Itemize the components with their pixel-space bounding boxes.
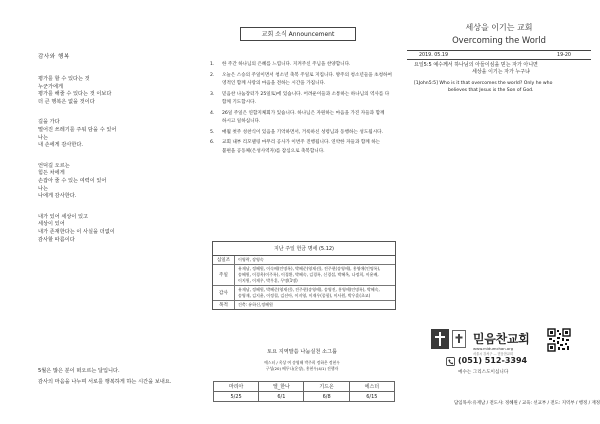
announcement-item bbox=[210, 139, 394, 156]
verse-ref-en: [1John5:5] bbox=[414, 81, 438, 86]
schedule-header: 에스더 bbox=[349, 382, 394, 392]
offering-category: 주일 bbox=[213, 265, 235, 285]
bible-icon bbox=[452, 330, 466, 348]
poem-line: 떨어진 쓰레기를 주워 담을 수 있어 bbox=[38, 126, 117, 133]
bulletin-date: 2019. 05.19 bbox=[419, 53, 448, 58]
poem-line: 감사할 따름이다 bbox=[38, 236, 75, 243]
poem-panel bbox=[10, 10, 190, 414]
announcement-number: 2. bbox=[210, 72, 215, 78]
closing-line: 5월은 많은 분이 떠오르는 달입니다. bbox=[38, 368, 120, 374]
schedule-header: 기드온 bbox=[304, 382, 349, 392]
region-title: 토요 지역말씀 나눔실천 소그룹 bbox=[266, 349, 338, 355]
staff-list: 담임목사:유재남 / 전도사: 정혜원 / 교육: 선교부 / 전도: 지역부 / 행정 / 재정 bbox=[454, 401, 600, 406]
announcement-text: 한 주간 하나님의 은혜를 느낍니다. 지켜주신 주님을 찬양합니다. bbox=[222, 62, 351, 67]
announcement-item bbox=[210, 110, 394, 127]
offering-names: 유재남, 정혜원, 이숙배(인명록), 박혜준(영재선), 전주현(송영애), 홍영애(인명록), 송혜원, 이경옥(이주록), 이경환, 박혜숙, 김경록, 신경섭, 박혜옥, 나정희, 이윤배, 이지원, 이재우, 박우훈, 무명(1명) bbox=[238, 266, 381, 283]
schedule-date: 6/15 bbox=[349, 392, 394, 402]
offering-row bbox=[213, 265, 395, 286]
schedule-table bbox=[213, 381, 395, 402]
announcement-text: 믿음찬 나눔장터가 25일토)에 있습니다. 어려운이들과 소통하는 하나님의 역사를 다 함께 기도합시다. bbox=[222, 91, 390, 105]
offering-category: 감사 bbox=[213, 286, 235, 300]
announcement-text: 26일 주일은 연합지체회가 있습니다. 하나님은 자원하는 마음을 가진 자들과 함께 하시고 일하십니다. bbox=[222, 110, 385, 124]
announcement-number: 4. bbox=[210, 110, 215, 116]
org-info bbox=[204, 360, 400, 372]
poem-title: 감사와 행복 bbox=[38, 54, 70, 60]
issue-number: 19-20 bbox=[557, 53, 571, 58]
stanza-gap bbox=[38, 201, 188, 214]
poem-line: 손잡아 줄 수 있는 여력이 있어 bbox=[38, 177, 107, 184]
announcement-text: 오늘은 스승의 주일이면서 청소년 축복 주일로 지킵니다. 방주의 청소년들을 초청하여 영적인 함께 사랑의 마음을 전하는 시간을 가집니다. bbox=[222, 72, 392, 86]
poem-line: 언덕길 오르는 bbox=[38, 162, 70, 169]
phone-icon bbox=[446, 357, 455, 366]
verse-korean bbox=[414, 62, 592, 76]
poem-line: 나에게 감사한다. bbox=[38, 193, 77, 200]
poem-line: 나는 bbox=[38, 185, 49, 192]
announcement-item bbox=[210, 72, 394, 89]
church-phone[interactable]: (051) 512-3394 bbox=[458, 356, 528, 365]
announcement-panel bbox=[204, 10, 400, 414]
closing-line: 감사의 마음을 나누며 서로를 행복하게 하는 시간을 보내요. bbox=[38, 379, 172, 385]
announcement-number: 5. bbox=[210, 129, 215, 135]
announcement-text: 교회 내부 리모델링 마무리 공사가 이번주 진행됩니다. 연약한 자들과 함께 하는 불편을 공동체(은성사역자)를 잠심으로 축복합니다. bbox=[222, 140, 381, 154]
offering-row bbox=[213, 256, 395, 265]
announcement-number: 1. bbox=[210, 62, 215, 67]
cover-title-english: Overcoming the World bbox=[452, 35, 546, 45]
church-logo bbox=[426, 320, 576, 354]
schedule-header: 엘_한나 bbox=[259, 382, 304, 392]
verse-text-2: 세상을 이기는 자가 누구냐 bbox=[472, 68, 530, 75]
poem-line: 내가 존재한다는 이 사실을 더없이 bbox=[38, 228, 115, 235]
offering-row bbox=[213, 286, 395, 301]
cover-title-korean: 세상을 이기는 교회 bbox=[465, 23, 533, 32]
announcement-item bbox=[210, 91, 394, 108]
schedule-header: 마리아 bbox=[214, 382, 259, 392]
announcement-list bbox=[210, 61, 394, 158]
offering-names: 이영락, 장영숙 bbox=[238, 257, 264, 262]
church-address: 서울시 강서구 ... 믿음찬교회 bbox=[473, 352, 513, 356]
church-tagline: 예수는 그리스도이십니다 bbox=[458, 370, 509, 375]
announcement-item bbox=[210, 129, 394, 137]
verse-text: 예수께서 하나님의 아들이심을 믿는 자가 아니면 bbox=[433, 62, 538, 68]
org-line: 예스터 / 옥상 여 송영해 박주희 정하은 정현우 bbox=[264, 360, 340, 365]
offering-title: 지난 주일 헌금 명세 (5.12) bbox=[213, 242, 395, 256]
poem-line: 평가를 할 수 있다는 것 bbox=[38, 76, 90, 82]
announcement-header: 교회 소식 Announcement bbox=[240, 27, 356, 41]
verse-english bbox=[414, 81, 592, 94]
announcement-number: 6. bbox=[210, 140, 215, 146]
schedule-date: 5/25 bbox=[214, 392, 259, 402]
poem-closing bbox=[38, 366, 198, 388]
poem-line: 누군가에게 bbox=[38, 83, 64, 90]
poem-body bbox=[38, 76, 188, 244]
stanza-gap bbox=[38, 150, 188, 163]
offering-row bbox=[213, 301, 395, 309]
stanza-gap bbox=[38, 106, 188, 119]
schedule-date: 6/8 bbox=[304, 392, 349, 402]
verse-text-en: Who is it that overcomes the world? Only he who bbox=[439, 81, 553, 86]
qr-code-icon[interactable] bbox=[547, 328, 571, 352]
offering-names: 건축: 유하신,정혜원 bbox=[238, 302, 273, 307]
poem-line: 길을 가다 bbox=[38, 119, 60, 126]
date-bar bbox=[407, 50, 591, 60]
church-url[interactable]: www.midumchan.org bbox=[473, 346, 514, 351]
poem-line: 내가 있어 세상이 있고 bbox=[38, 213, 89, 220]
church-emblem-icon bbox=[431, 329, 449, 349]
offering-category: 십일조 bbox=[213, 256, 235, 264]
offering-category: 목적 bbox=[213, 301, 235, 309]
poem-line: 나는 bbox=[38, 134, 49, 141]
verse-ref: 요일5:5 bbox=[414, 62, 432, 68]
poem-line: 평가를 해줄 수 있다는 것 이보다 bbox=[38, 91, 112, 98]
announcement-text: 매월 첫주 성찬식이 있음을 기억하면서, 거룩하신 성령님과 동행하는 성도됩시다. bbox=[222, 129, 384, 135]
poem-line: 세상이 있어 bbox=[38, 221, 65, 228]
offering-table bbox=[212, 241, 396, 310]
church-name: 믿음찬교회 bbox=[473, 332, 530, 346]
cover-panel bbox=[406, 10, 600, 414]
org-line: 구성(20) 베투나(운장), 홍현우(4/1) 진행자 bbox=[265, 365, 339, 371]
schedule-date: 6/1 bbox=[259, 392, 304, 402]
poem-line: 더 큰 행복은 없을 것이다 bbox=[38, 98, 95, 105]
poem-line: 힘든 차에게 bbox=[38, 170, 65, 177]
announcement-number: 3. bbox=[210, 91, 215, 97]
offering-names: 유재남, 정혜원, 박혜준(영재선), 전주현(송영애), 송영진, 홍영애(인명록), 박혜숙, 송영재, 김지윤, 이정철, 김선아, 이지영, 이재우(종합), 이사원, 박우훈(초교) bbox=[238, 287, 380, 298]
announcement-item bbox=[210, 61, 394, 69]
verse-text-en-2: believes that Jesus is the Son of God. bbox=[448, 87, 534, 93]
poem-line: 내 손에게 감사한다. bbox=[38, 142, 84, 149]
